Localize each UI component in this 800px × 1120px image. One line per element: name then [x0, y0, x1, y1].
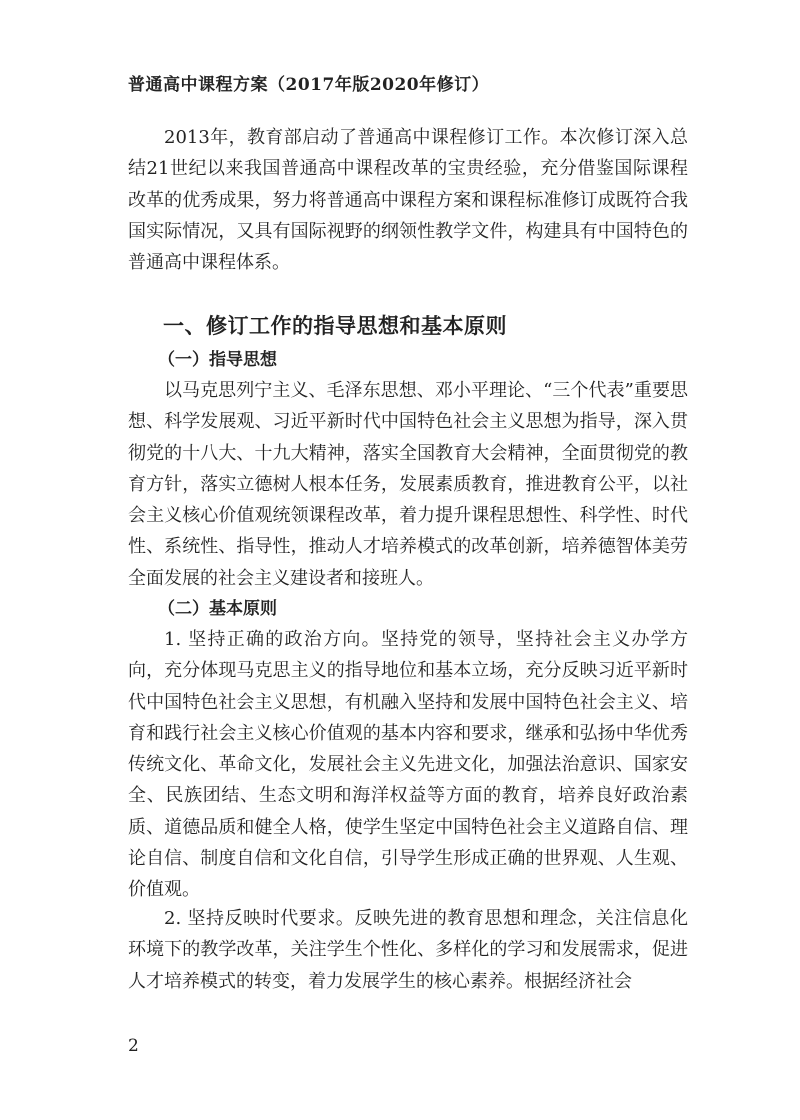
subsection-title-guiding-ideology: （一）指导思想	[158, 350, 277, 370]
section-title: 一、修订工作的指导思想和基本原则	[163, 314, 507, 338]
principle-2-paragraph: 2. 坚持反映时代要求。反映先进的教育思想和理念，关注信息化环境下的教学改革，关注学生个性化、多样化的学习和发展需求，促进人才培养模式的转变，着力发展学生的核心素养。根据经济社会	[128, 908, 688, 992]
principle-1-paragraph: 1. 坚持正确的政治方向。坚持党的领导，坚持社会主义办学方向，充分体现马克思主义的指导地位和基本立场，充分反映习近平新时代中国特色社会主义思想，有机融入坚持和发展中国特色社会主义、培育和践行社会主义核心价值观的基本内容和要求，继承和弘扬中华优秀传统文化、革命文化，发展社会主义先进文化，加强法治意识、国家安全、民族团结、生态文明和海洋权益等方面的教育，培养良好政治素质、道德品质和健全人格，使学生坚定中国特色社会主义道路自信、理论自信、制度自信和文化自信，引导学生形成正确的世界观、人生观、价值观。	[128, 629, 688, 901]
subsection-title-basic-principles: （二）基本原则	[158, 599, 277, 619]
intro-paragraph: 2013年，教育部启动了普通高中课程修订工作。本次修订深入总结21世纪以来我国普通高中课程改革的宝贵经验，充分借鉴国际课程改革的优秀成果，努力将普通高中课程方案和课程标准修订成既符合我国实际情况，又具有国际视野的纲领性教学文件，构建具有中国特色的普通高中课程体系。	[128, 127, 688, 274]
page-number: 2	[128, 1036, 139, 1056]
guiding-ideology-paragraph: 以马克思列宁主义、毛泽东思想、邓小平理论、“三个代表”重要思想、科学发展观、习近平新时代中国特色社会主义思想为指导，深入贯彻党的十八大、十九大精神，落实全国教育大会精神，全面贯彻党的教育方针，落实立德树人根本任务，发展素质教育，推进教育公平，以社会主义核心价值观统领课程改革，着力提升课程思想性、科学性、时代性、系统性、指导性，推动人才培养模式的改革创新，培养德智体美劳全面发展的社会主义建设者和接班人。	[128, 380, 688, 589]
running-header: 普通高中课程方案（2017年版2020年修订）	[128, 75, 490, 95]
